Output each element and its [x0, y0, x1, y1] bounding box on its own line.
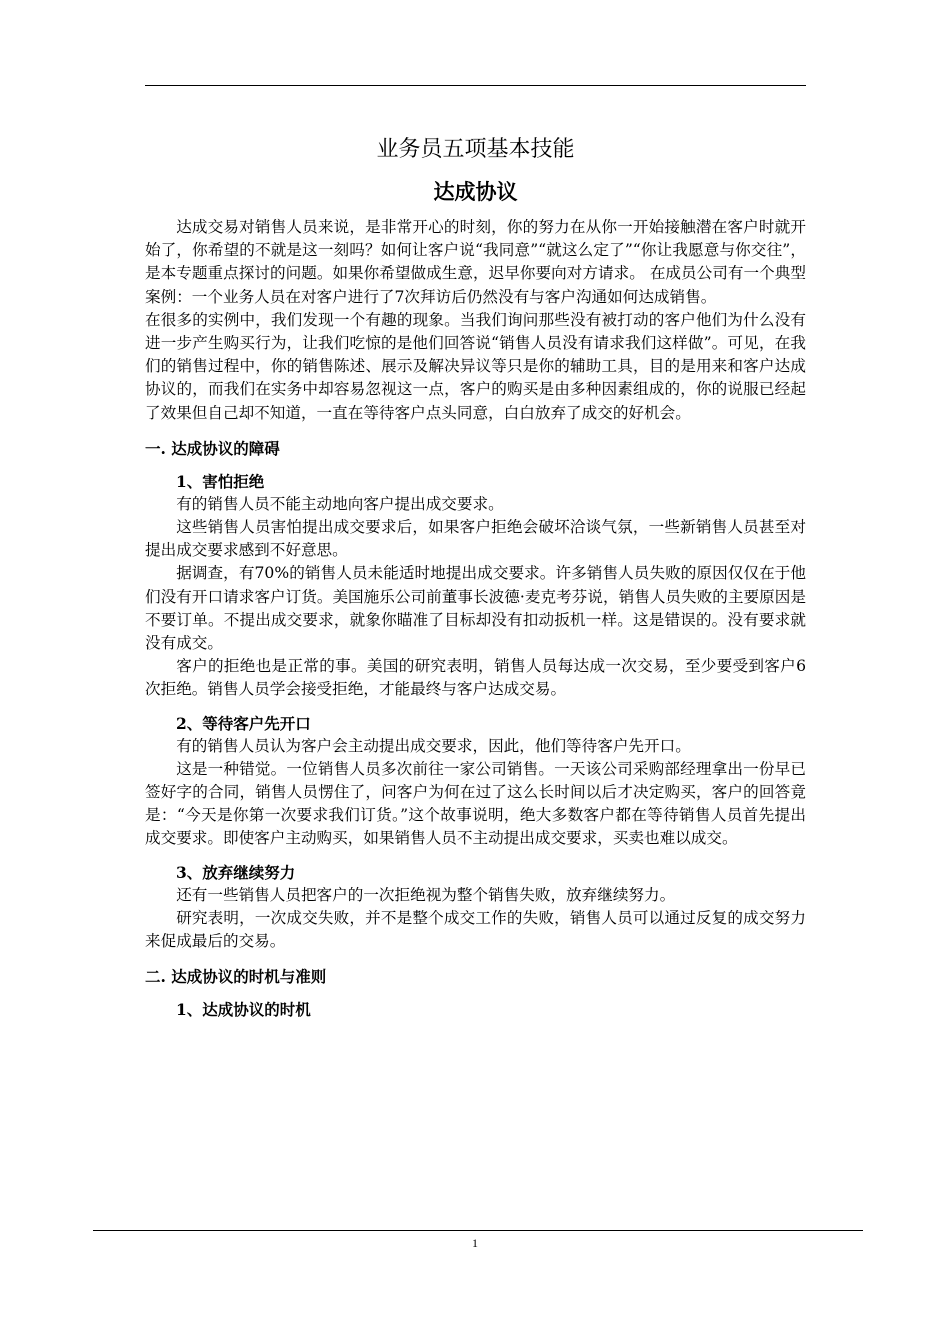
header-rule	[145, 85, 806, 86]
page-content	[145, 128, 806, 1021]
subheading-giving-up: 3、放弃继续努力	[176, 862, 296, 882]
paragraph: 研究表明，一次成交失败，并不是整个成交工作的失败，销售人员可以通过反复的成交努力来促成最后的交易。	[145, 908, 806, 951]
paragraph: 有的销售人员认为客户会主动提出成交要求，因此，他们等待客户先开口。	[176, 736, 691, 755]
document-subtitle: 达成协议	[433, 179, 518, 204]
paragraph: 这是一种错觉。一位销售人员多次前往一家公司销售。一天该公司采购部经理拿出一份早已签好字的合同，销售人员愣住了，问客户为何在过了这么长时间以后才决定购买，客户的回答竟是：“今天是你第一次要求我们订货。”这个故事说明，绝大多数客户都在等待销售人员首先提出成交要求。即使客户主动购买，如果销售人员不主动提出成交要求，买卖也难以成交。	[145, 759, 806, 848]
paragraph: 据调查，有70%的销售人员未能适时地提出成交要求。许多销售人员失败的原因仅仅在于他们没有开口请求客户订货。美国施乐公司前董事长波德·麦克考芬说，销售人员失败的主要原因是不要订单。不提出成交要求，就象你瞄准了目标却没有扣动扳机一样。这是错误的。没有要求就没有成交。	[145, 564, 806, 653]
footer-rule	[93, 1230, 863, 1231]
document-title: 业务员五项基本技能	[376, 137, 575, 162]
subheading-fear-of-rejection: 1、害怕拒绝	[176, 471, 265, 491]
subheading-timing: 1、达成协议的时机	[176, 1000, 311, 1020]
intro-paragraph-1: 达成交易对销售人员来说，是非常开心的时刻，你的努力在从你一开始接触潜在客户时就开始了，你希望的不就是这一刻吗？如何让客户说“我同意”“就这么定了”“你让我愿意与你交往”，是本专题重点探讨的问题。如果你希望做成生意，迟早你要向对方请求。 在成员公司有一个典型案例：一个业务人员在对客户进行了7次拜访后仍然没有与客户沟通如何达成销售。	[145, 218, 806, 306]
page-number: 1	[472, 1236, 478, 1250]
paragraph: 这些销售人员害怕提出成交要求后，如果客户拒绝会破坏洽谈气氛，一些新销售人员甚至对提出成交要求感到不好意思。	[145, 518, 806, 560]
paragraph: 有的销售人员不能主动地向客户提出成交要求。	[176, 494, 504, 513]
section-heading-obstacles: 一. 达成协议的障碍	[145, 438, 280, 458]
paragraph: 客户的拒绝也是正常的事。美国的研究表明，销售人员每达成一次交易，至少要受到客户6次拒绝。销售人员学会接受拒绝，才能最终与客户达成交易。	[145, 657, 806, 699]
paragraph: 还有一些销售人员把客户的一次拒绝视为整个销售失败，放弃继续努力。	[176, 885, 676, 904]
subheading-waiting-for-customer: 2、等待客户先开口	[176, 713, 311, 733]
intro-paragraph-2: 在很多的实例中，我们发现一个有趣的现象。当我们询问那些没有被打动的客户他们为什么没有进一步产生购买行为，让我们吃惊的是他们回答说“销售人员没有请求我们这样做”。可见，在我们的销售过程中，你的销售陈述、展示及解决异议等只是你的辅助工具，目的是用来和客户达成协议的，而我们在实务中却容易忽视这一点，客户的购买是由多种因素组成的，你的说服已经起了效果但自己却不知道，一直在等待客户点头同意，白白放弃了成交的好机会。	[145, 310, 806, 422]
section-heading-timing: 二. 达成协议的时机与准则	[145, 967, 327, 987]
